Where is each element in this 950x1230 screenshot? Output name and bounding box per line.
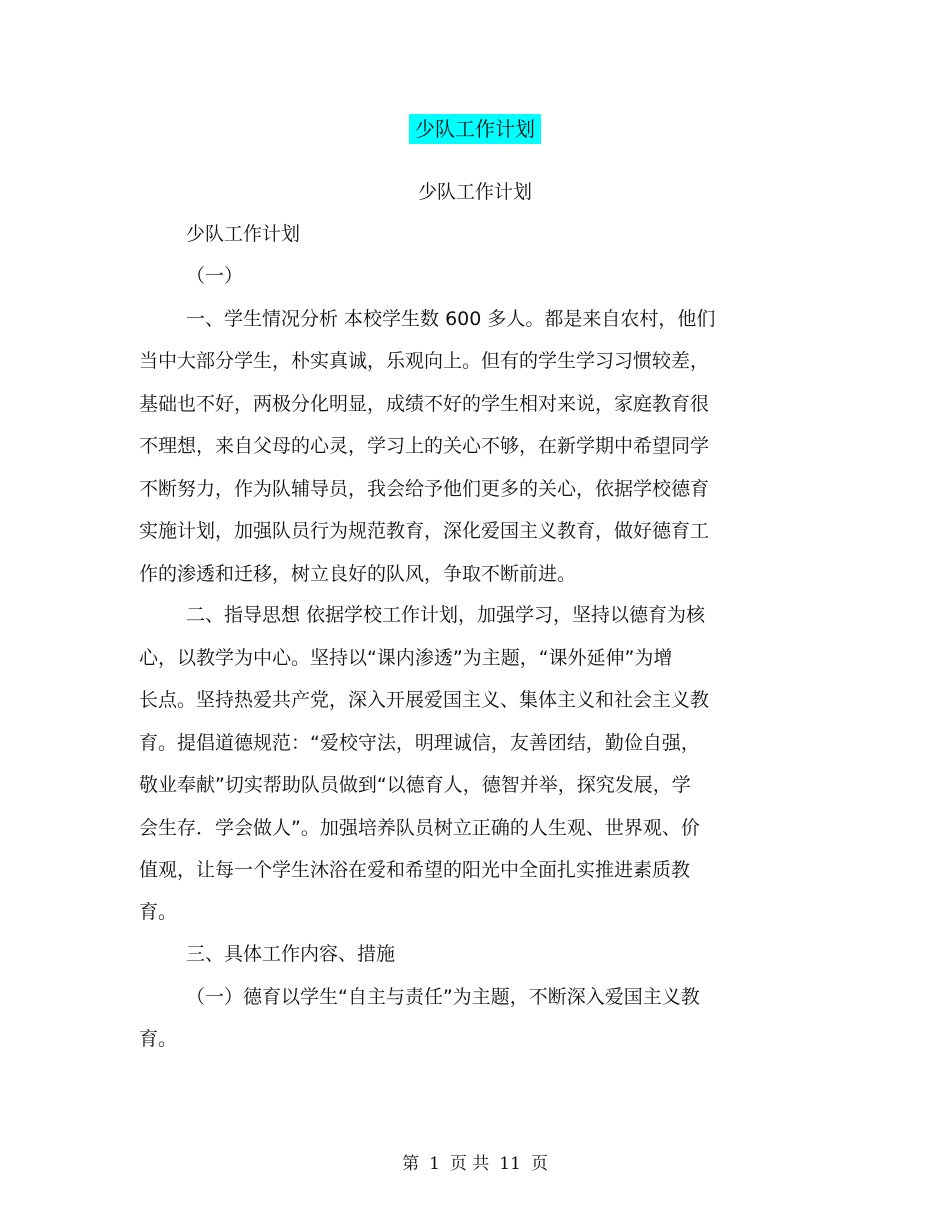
body-line: 作的渗透和迁移，树立良好的队风，争取不断前进。	[139, 563, 577, 585]
body-line: 三、具体工作内容、措施	[186, 943, 396, 965]
body-line: 二、指导思想 依据学校工作计划，加强学习，坚持以德育为核	[186, 604, 706, 626]
body-line: 当中大部分学生，朴实真诚，乐观向上。但有的学生学习习惯较差，	[139, 350, 710, 372]
document-title: 少队工作计划	[409, 114, 541, 144]
body-line: 育。	[139, 901, 178, 923]
body-line: 长点。坚持热爱共产党，深入开展爱国主义、集体主义和社会主义教	[139, 689, 710, 711]
document-subtitle: 少队工作计划	[417, 181, 532, 203]
footer-prefix: 第	[402, 1154, 420, 1174]
body-line: 育。提倡道德规范：“爱校守法，明理诚信，友善团结，勤俭自强，	[139, 732, 700, 754]
body-line: 不断努力，作为队辅导员，我会给予他们更多的关心，依据学校德育	[139, 478, 710, 500]
body-line: 敬业奉献”切实帮助队员做到“以德育人，德智并举，探究发展，学	[139, 774, 691, 796]
body-line: 一、学生情况分析 本校学生数 600 多人。都是来自农村，他们	[186, 308, 716, 330]
body-line: 育。	[139, 1028, 178, 1050]
body-line: （一）德育以学生“自主与责任”为主题，不断深入爱国主义教	[186, 986, 700, 1008]
page-footer	[0, 1152, 950, 1176]
footer-page-number: 1	[429, 1154, 440, 1174]
body-line: （一）	[186, 265, 244, 287]
body-line: 基础也不好，两极分化明显，成绩不好的学生相对来说，家庭教育很	[139, 393, 710, 415]
body-line: 不理想，来自父母的心灵，学习上的关心不够，在新学期中希望同学	[139, 435, 710, 457]
body-line: 值观，让每一个学生沐浴在爱和希望的阳光中全面扎实推进素质教	[139, 859, 691, 881]
body-line: 会生存．学会做人”。加强培养队员树立正确的人生观、世界观、价	[139, 817, 700, 839]
body-line: 实施计划，加强队员行为规范教育，深化爱国主义教育，做好德育工	[139, 520, 710, 542]
body-line: 心，以教学为中心。坚持以“课内渗透”为主题，“课外延伸”为增	[139, 647, 673, 669]
footer-suffix: 页	[530, 1154, 548, 1174]
body-line: 少队工作计划	[186, 223, 301, 245]
footer-total-pages: 11	[499, 1154, 521, 1174]
title-wrapper	[0, 114, 950, 144]
footer-mid: 页 共	[449, 1154, 490, 1174]
